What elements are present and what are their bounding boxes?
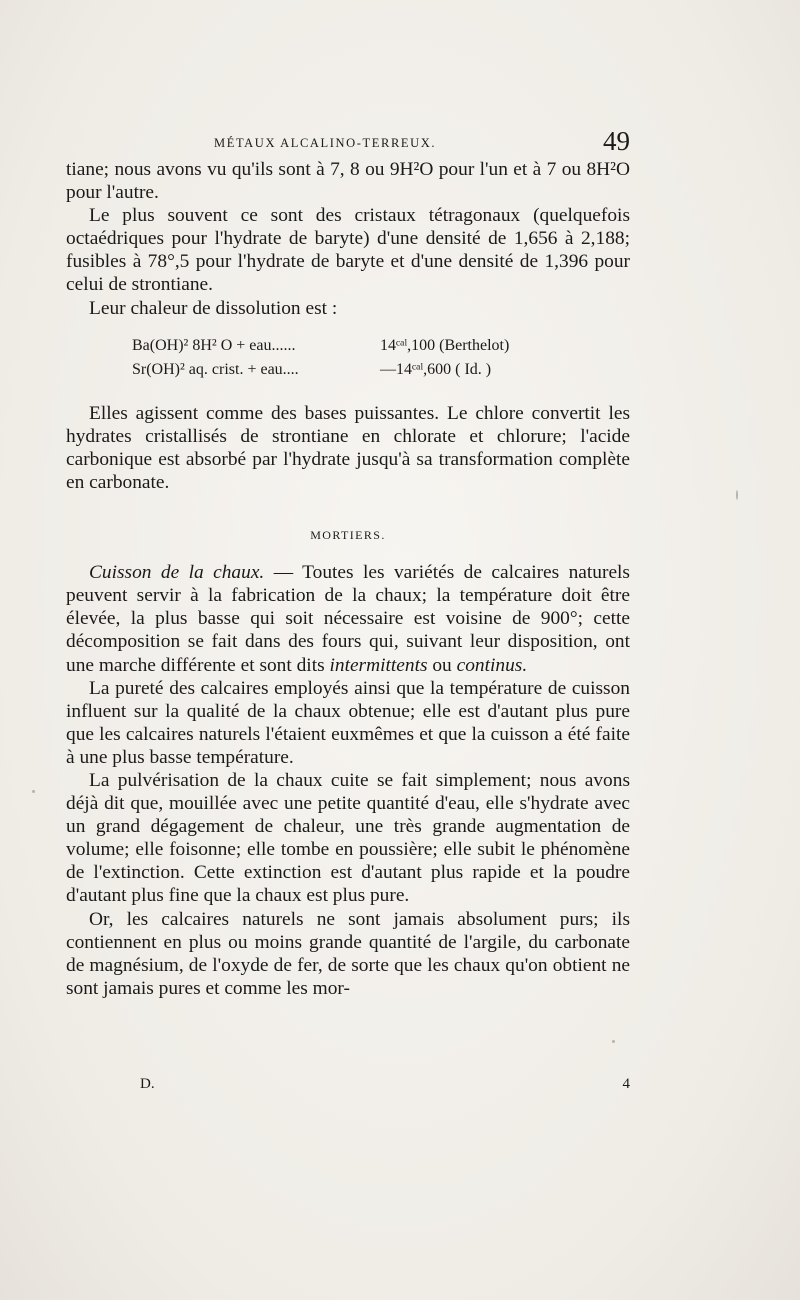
paragraph-calcaires: Or, les calcaires naturels ne sont jamais absolument purs; ils contiennent en plus ou moins grande quantité de l'argile, du carbonate de magnésium, de l'oxyde de fer, de sorte que les chaux qu'on obtient ne sont jamais pures et comme les mor- [66, 908, 630, 999]
term-continus: continus. [456, 654, 528, 676]
paper-speck [612, 1040, 615, 1043]
page-header [64, 126, 630, 160]
paragraph-dissolution-heat: Leur chaleur de dissolution est : [89, 297, 338, 319]
cuisson-text: — Toutes les variétés de calcaires naturels peuvent servir à la fabrication de la chaux; la température doit être élevée, la plus basse qui soit nécessaire est voisine de 900°; cette décomposition se fait dans des fours qui, suivant leur disposition, ont une marche différente et sont dits [66, 562, 630, 676]
signature-mark: D. [140, 1076, 155, 1092]
formula-left: Ba(OH)² 8H² O + eau...... [132, 336, 296, 354]
formula-table [132, 334, 630, 382]
formula-right: 14ᶜᵃˡ,100 (Berthelot) [380, 336, 510, 354]
formula-left: Sr(OH)² aq. crist. + eau.... [132, 360, 299, 378]
formula-row-strontiane [132, 358, 630, 382]
running-title: MÉTAUX ALCALINO-TERREUX. [214, 136, 437, 150]
paragraph-cuisson [66, 561, 630, 676]
page-number: 49 [603, 126, 630, 156]
paragraph-continuation: tiane; nous avons vu qu'ils sont à 7, 8 ou 9H²O pour l'un et à 7 ou 8H²O pour l'autre. [66, 159, 630, 204]
paragraph-purete: La pureté des calcaires employés ainsi que la température de cuisson influent sur la qualité de la chaux obtenue; elle est d'autant plus pure que les calcaires naturels l'étaient euxmêmes et que la cuisson a été faite à une plus basse température. [66, 677, 630, 768]
signature-number: 4 [622, 1076, 630, 1092]
formula-right: —14ᶜᵃˡ,600 ( Id. ) [380, 360, 492, 378]
paragraph-pulverisation: La pulvérisation de la chaux cuite se fait simplement; nous avons déjà dit que, mouillée avec une petite quantité d'eau, elle s'hydrate avec un grand dégagement de chaleur, une très grande augmentation de volume; elle foisonne; elle tombe en poussière; elle subit le phénomène de l'extinction. Cette extinction est d'autant plus rapide et la poudre d'autant plus fine que la chaux est plus pure. [66, 769, 630, 907]
term-intermittents: intermittents [329, 654, 428, 676]
paper-speck [32, 790, 35, 793]
term-ou: ou [427, 654, 457, 676]
cuisson-title: Cuisson de la chaux. [89, 562, 265, 584]
body-text [66, 158, 630, 1000]
paragraph-crystals: Le plus souvent ce sont des cristaux tétragonaux (quelquefois octaédriques pour l'hydrate de baryte) d'une densité de 1,656 à 2,188; fusibles à 78°,5 pour l'hydrate de baryte et d'une densité de 1,396 pour celui de strontiane. [66, 205, 630, 296]
formula-row-baryte [132, 334, 630, 358]
paper-speck [736, 490, 738, 500]
section-heading: MORTIERS. [310, 528, 386, 543]
paragraph-bases: Elles agissent comme des bases puissantes. Le chlore convertit les hydrates cristallisés de strontiane en chlorate et chlorure; l'acide carbonique est absorbé par l'hydrate jusqu'à sa transformation complète en carbonate. [66, 402, 630, 493]
